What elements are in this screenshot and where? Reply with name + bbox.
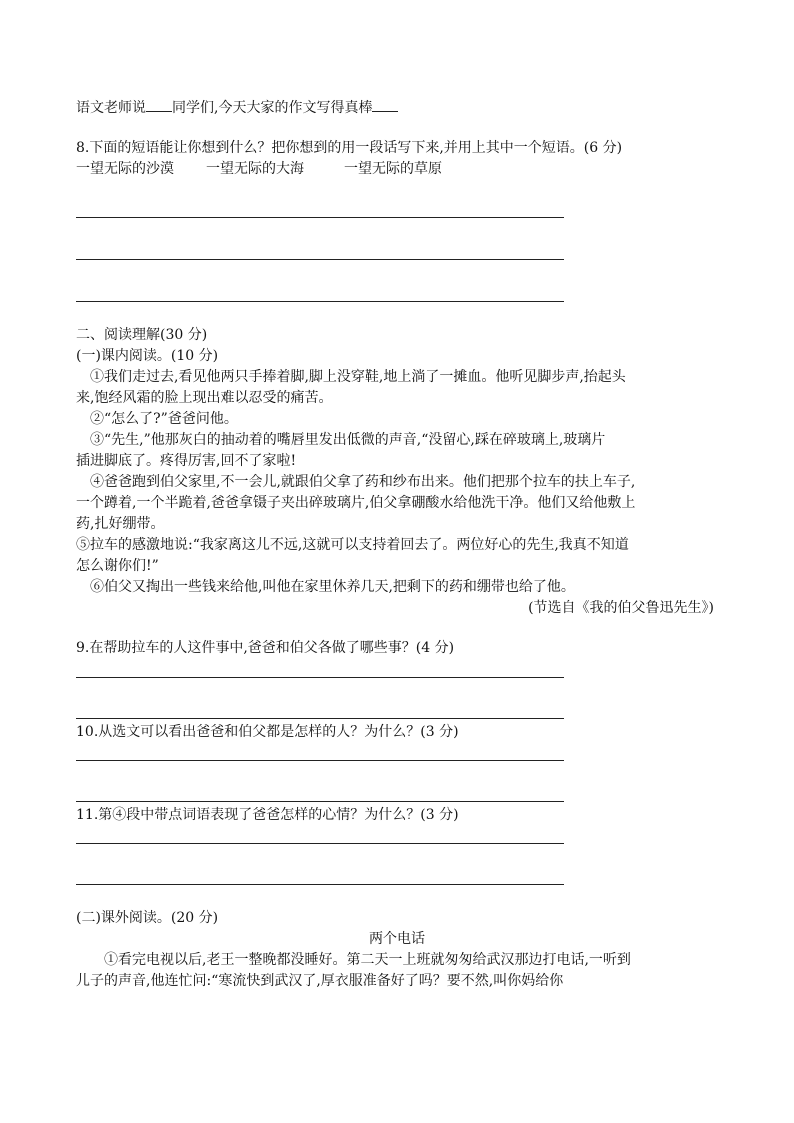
- answer-line-q11-2[interactable]: [76, 884, 564, 885]
- fill-blank-2[interactable]: [372, 97, 398, 112]
- answer-line-q10-1[interactable]: [76, 760, 564, 761]
- answer-line-q11-1[interactable]: [76, 843, 564, 844]
- answer-line-q8-3[interactable]: [76, 301, 564, 302]
- answer-line-q10-2[interactable]: [76, 801, 564, 802]
- passage-para-3-line-1: ③“先生,”他那灰白的抽动着的嘴唇里发出低微的声音,“没留心,踩在碎玻璃上,玻璃片: [90, 432, 606, 448]
- phrase-desert: 一望无际的沙漠: [76, 161, 174, 177]
- passage-para-3-line-2: 插进脚底了。疼得厉害,回不了家啦!: [76, 453, 297, 469]
- passage-source: (节选自《我的伯父鲁迅先生》): [528, 600, 714, 616]
- passage-para-5-line-2: 怎么谢你们!”: [76, 558, 159, 574]
- part-2-title: (二)课外阅读。(20 分): [76, 910, 219, 926]
- question-11-prompt: 11.第④段中带点词语表现了爸爸怎样的心情？为什么？(3 分): [76, 807, 459, 823]
- passage-para-1-line-1: ①我们走过去,看见他两只手捧着脚,脚上没穿鞋,地上淌了一摊血。他听见脚步声,抬起头: [90, 369, 626, 385]
- passage-para-2: ②“怎么了?”爸爸问他。: [90, 411, 238, 427]
- question-8-phrases: [76, 159, 442, 179]
- story-para-1-line-1: ①看完电视以后,老王一整晚都没睡好。第二天一上班就匆匆给武汉那边打电话,一听到: [104, 952, 631, 968]
- passage-para-4-line-1: ④爸爸跑到伯父家里,不一会儿,就跟伯父拿了药和纱布出来。他们把那个拉车的扶上车子,: [90, 474, 636, 490]
- passage-para-4-line-2: 一个蹲着,一个半跪着,爸爸拿镊子夹出碎玻璃片,伯父拿硼酸水给他洗干净。他们又给他敷上: [76, 495, 636, 511]
- answer-line-q8-2[interactable]: [76, 259, 564, 260]
- fill-text-start: 语文老师说: [76, 100, 146, 116]
- passage-para-4-line-3: 药,扎好绷带。: [76, 516, 165, 532]
- part-1-title: (一)课内阅读。(10 分): [76, 348, 219, 364]
- story-para-1-line-2: 儿子的声音,他连忙问:“寒流快到武汉了,厚衣服准备好了吗？要不然,叫你妈给你: [76, 973, 564, 989]
- question-8-prompt: 8.下面的短语能让你想到什么？把你想到的用一段话写下来,并用上其中一个短语。(6 分): [76, 140, 623, 156]
- question-10-prompt: 10.从选文可以看出爸爸和伯父都是怎样的人？为什么？(3 分): [76, 724, 459, 740]
- dialogue-fill-line: [76, 97, 398, 118]
- passage-para-6: ⑥伯父又掏出一些钱来给他,叫他在家里休养几天,把剩下的药和绷带也给了他。: [90, 579, 575, 595]
- passage-para-5-line-1: ⑤拉车的感激地说:“我家离这儿不远,这就可以支持着回去了。两位好心的先生,我真不知道: [76, 537, 629, 553]
- phrase-grassland: 一望无际的草原: [344, 161, 442, 177]
- passage-para-1-line-2: 来,饱经风霜的脸上现出难以忍受的痛苦。: [76, 390, 333, 406]
- answer-line-q9-2[interactable]: [76, 718, 564, 719]
- answer-line-q8-1[interactable]: [76, 217, 564, 218]
- answer-line-q9-1[interactable]: [76, 677, 564, 678]
- question-9-prompt: 9.在帮助拉车的人这件事中,爸爸和伯父各做了哪些事？(4 分): [76, 640, 455, 656]
- story-title: 两个电话: [369, 931, 425, 947]
- fill-text-end: 同学们,今天大家的作文写得真棒: [172, 100, 373, 116]
- phrase-sea: 一望无际的大海: [206, 161, 304, 177]
- fill-blank-1[interactable]: [146, 97, 172, 112]
- section-2-title: 二、阅读理解(30 分): [76, 327, 208, 343]
